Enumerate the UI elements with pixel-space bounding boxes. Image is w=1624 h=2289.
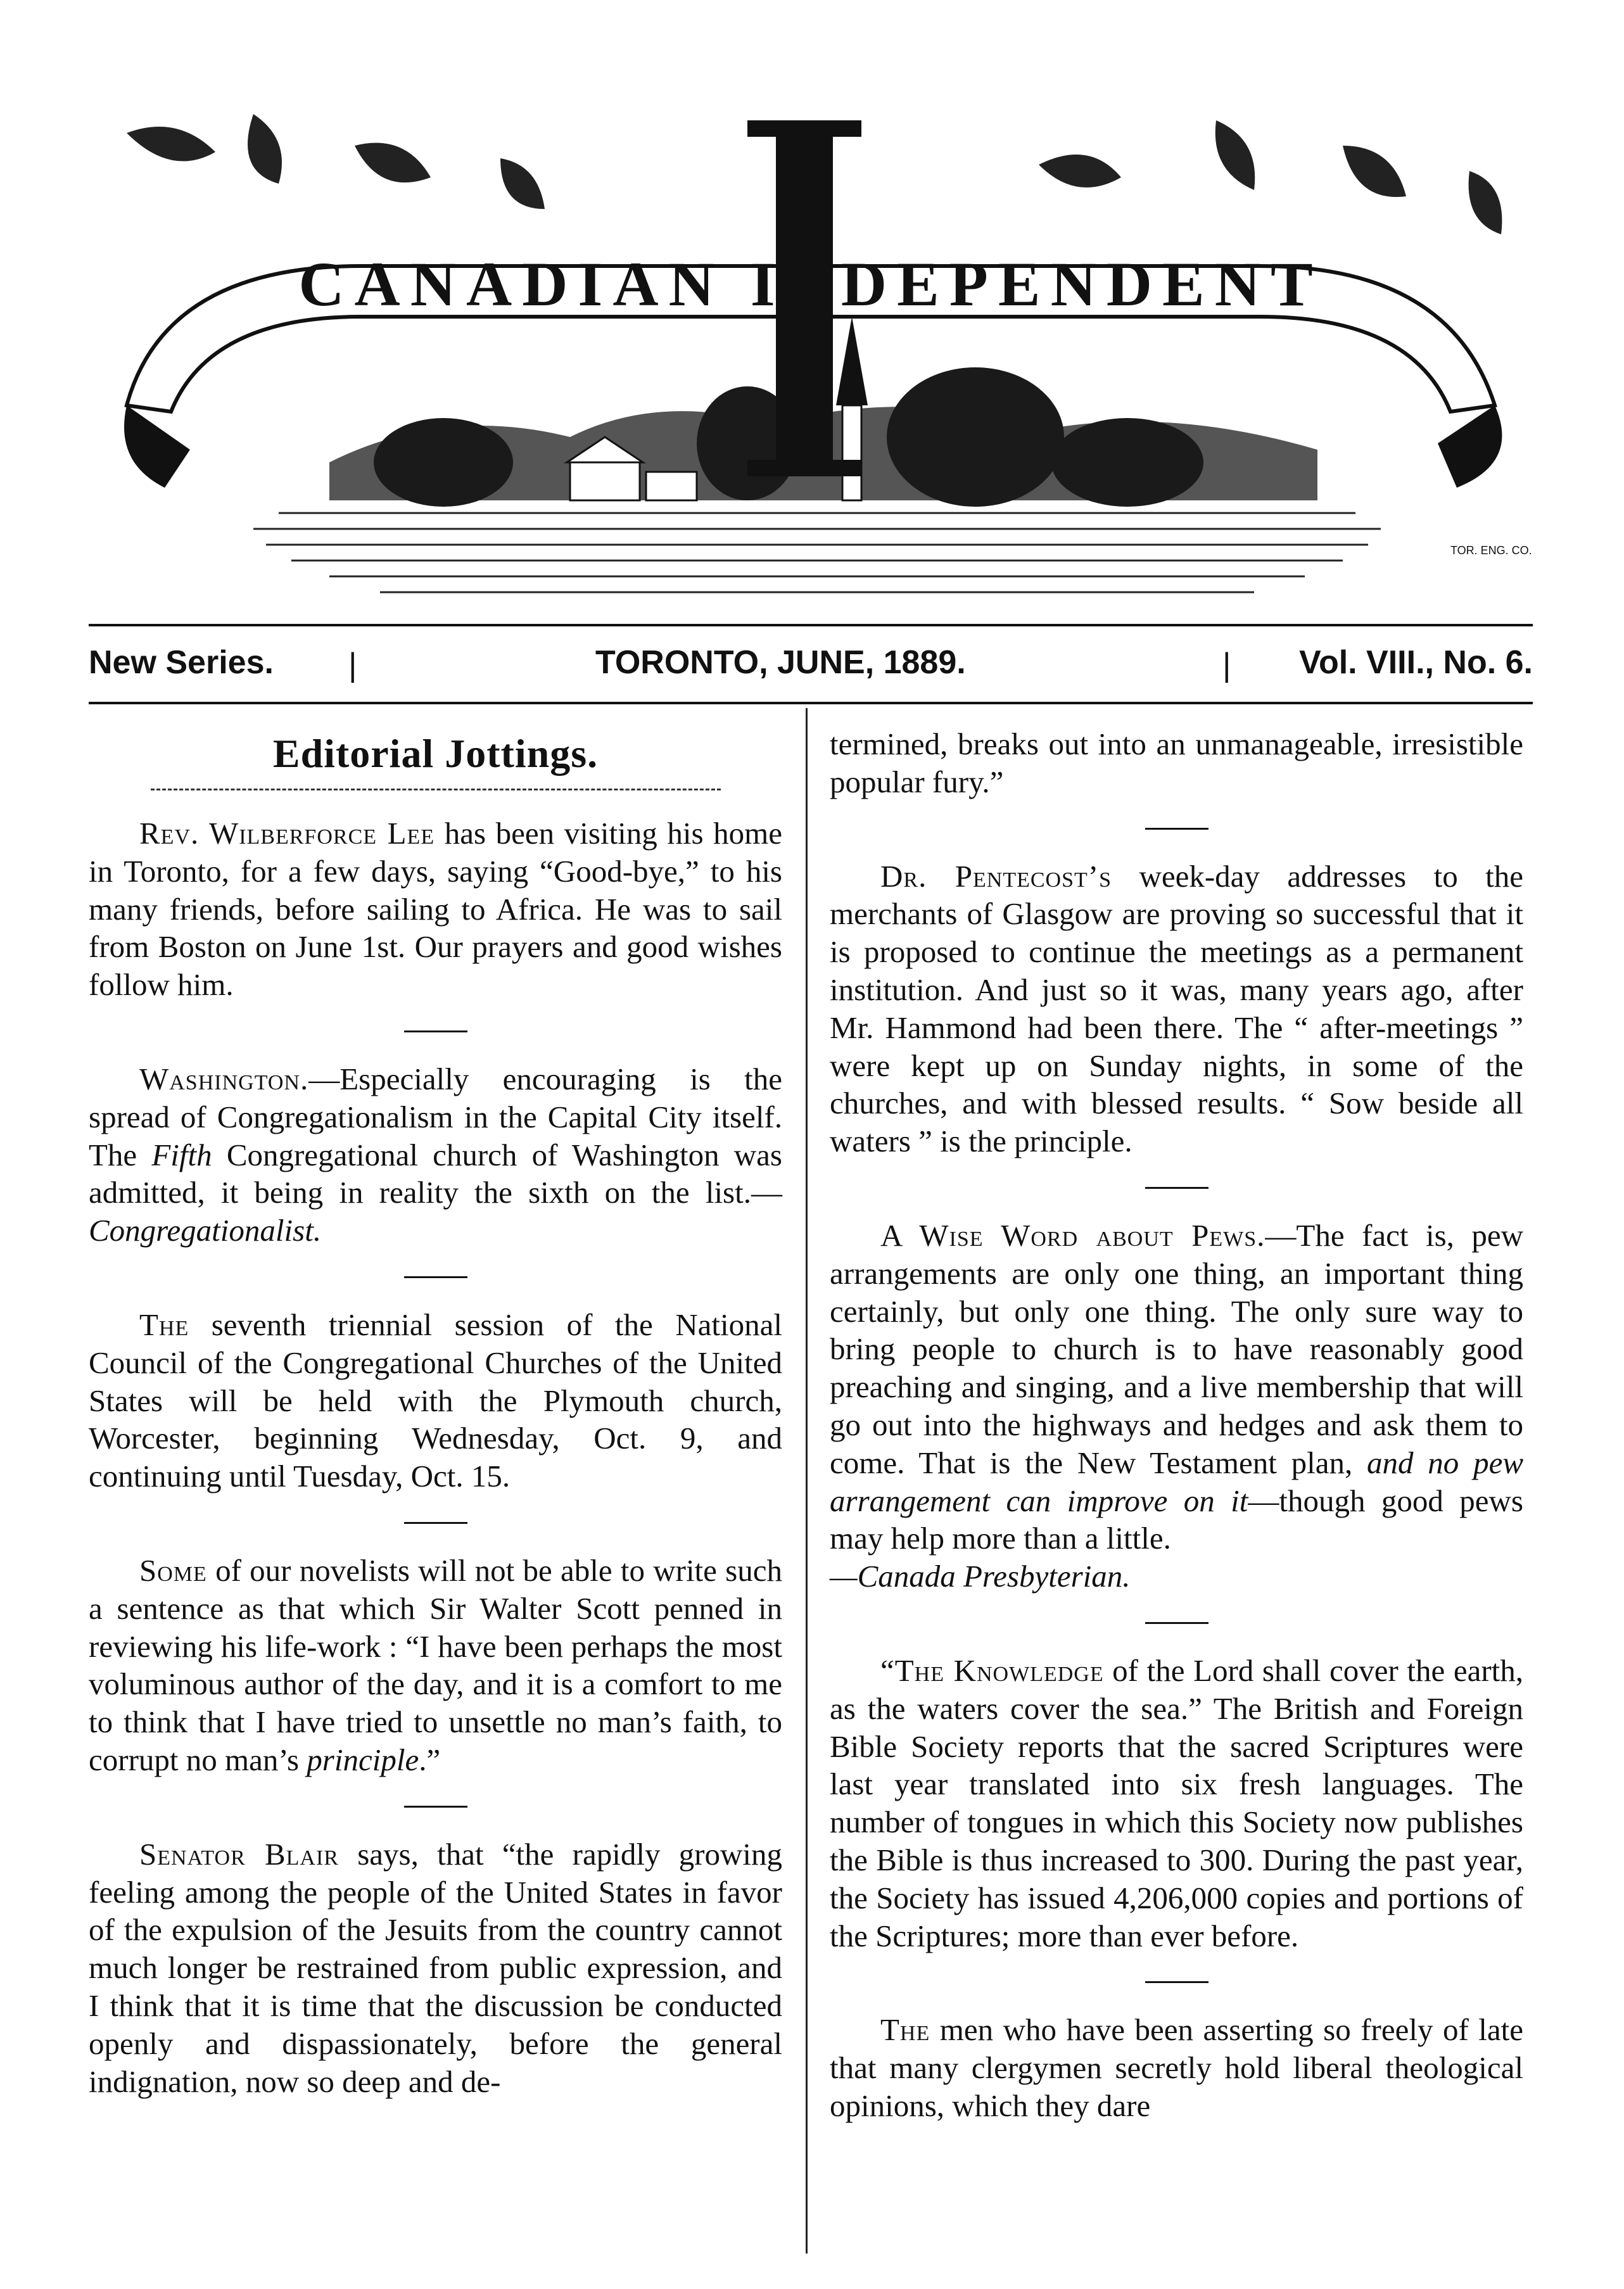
masthead-illustration — [89, 108, 1533, 614]
section-heading: Editorial Jottings. — [272, 731, 599, 776]
separator-rule — [1145, 828, 1208, 830]
italic-text: and no pew arrangement can improve on it — [830, 1445, 1523, 1518]
masthead-title: CANADIAN INDEPENDENT — [298, 249, 1323, 319]
paragraph-text: —The fact is, pew arrangements are only one thing, an important thing certainly, but only one thing. The only sure way to bring people to church is to have reasonably good preaching and singing, and a live membership that will go out into the highways and hedges and ask them to come. That is the New Testament plan, — [830, 1217, 1523, 1480]
paragraph-text: .” — [419, 1742, 441, 1777]
article-paragraph — [830, 858, 1523, 1160]
article-paragraph — [830, 1217, 1523, 1595]
right-column — [830, 725, 1523, 2125]
separator-rule — [404, 1806, 467, 1808]
separator-rule — [1145, 1187, 1208, 1189]
separator-rule — [1145, 1622, 1208, 1624]
article-paragraph — [830, 2011, 1523, 2124]
series-label: New Series. — [89, 644, 274, 681]
paragraph-text: Congregational church of Washington was admitted, it being in reality the sixth on the list.— — [89, 1137, 782, 1210]
lead-words: Dr. Pentecost’s — [880, 858, 1112, 894]
paragraph-text: —Especially encouraging is the spread of Congregationalism in the Capital City itself. The — [89, 1061, 782, 1172]
lead-words: “The Knowledge — [880, 1652, 1104, 1688]
paragraph-text: week-day addresses to the merchants of Glasgow are proving so successful that it is proposed to continue the meetings as a permanent institution. And just so it was, many years ago, after Mr. Hammond had been there. The “ after-meetings ” were kept up on Sunday nights, in some of the churches, and with blessed results. “ Sow beside all waters ” is the principle. — [830, 858, 1523, 1159]
article-paragraph — [89, 1306, 782, 1495]
dateline-separator: | — [1222, 647, 1231, 683]
volume-number: Vol. VIII., No. 6. — [1299, 644, 1533, 681]
separator-rule — [404, 1276, 467, 1278]
continued-paragraph: termined, breaks out into an unmanageable, irresistible popular fury.” — [830, 726, 1523, 799]
masthead — [89, 108, 1533, 614]
paragraph-text: of our novelists will not be able to write such a sentence as that which Sir Walter Scott penned in reviewing his life-work : “I have been perhaps the most voluminous author of the day, and it is a comfort to me to think that I have tried to unsettle no man’s faith, to corrupt no man’s — [89, 1552, 782, 1777]
article-paragraph — [89, 1836, 782, 2101]
lead-words: The — [880, 2012, 930, 2048]
dateline-rule-bottom — [89, 702, 1533, 704]
paragraph-text: says, that “the rapidly growing feeling among the people of the United States in favor of the expulsion of the Jesuits from the country cannot much longer be restrained from public expression, and I think that it is time that the discussion be conducted openly and dispassionately, before the general indignation, now so deep and de- — [89, 1836, 782, 2099]
article-paragraph — [89, 1060, 782, 1250]
lead-words: Some — [139, 1552, 207, 1588]
place-date: TORONTO, JUNE, 1889. — [595, 644, 966, 681]
paragraph-text: —though good pews may help more than a little. — [830, 1483, 1523, 1556]
left-column — [89, 725, 782, 2100]
article-paragraph — [89, 815, 782, 1004]
lead-words: The — [139, 1307, 189, 1342]
dateline — [89, 640, 1533, 690]
lead-words: Washington. — [139, 1061, 309, 1096]
paragraph-text: has been visiting his home in Toronto, for a few days, saying “Good-bye,” to his many friends, before sailing to Africa. He was to sail from Boston on June 1st. Our prayers and good wishes follow him. — [89, 816, 782, 1003]
article-paragraph — [89, 1552, 782, 1779]
paragraph-text: men who have been asserting so freely of late that many clergymen secretly hold liberal theological opinions, which they dare — [830, 2012, 1523, 2123]
lead-words: Rev. Wilberforce Lee — [139, 816, 435, 851]
article-paragraph — [830, 1652, 1523, 1955]
source-attribution: Congregationalist. — [89, 1213, 322, 1248]
separator-rule — [404, 1522, 467, 1524]
italic-text: Fifth — [151, 1137, 212, 1172]
lead-words: Senator Blair — [139, 1836, 339, 1872]
separator-rule — [404, 1030, 467, 1032]
heading-rule — [151, 789, 721, 790]
vine-ornament-right — [1039, 120, 1502, 234]
paragraph-text: seventh triennial session of the National Council of the Congregational Churches of the United States will be held with the Plymouth church, Worcester, beginning Wednesday, Oct. 9, and continuing until Tuesday, Oct. 15. — [89, 1307, 782, 1494]
paragraph-text: of the Lord shall cover the earth, as the waters cover the sea.” The British and Foreign Bible Society reports that the sacred Scriptures were last year translated into six fresh languages. The number of tongues in which this Society now publishes the Bible is thus increased to 300. During the past year, the Society has issued 4,206,000 copies and portions of the Scriptures; more than ever before. — [830, 1652, 1524, 1953]
column-divider — [806, 708, 808, 2254]
italic-text: principle — [307, 1742, 419, 1777]
separator-rule — [1145, 1981, 1208, 1983]
source-attribution: —Canada Presbyterian. — [830, 1559, 1131, 1594]
dateline-separator: | — [348, 647, 357, 683]
lead-words: A Wise Word about Pews. — [880, 1217, 1266, 1253]
dateline-rule-top — [89, 624, 1533, 626]
engraver-mark: TOR. ENG. CO. — [1450, 544, 1532, 557]
vine-ornament-left — [127, 114, 545, 209]
